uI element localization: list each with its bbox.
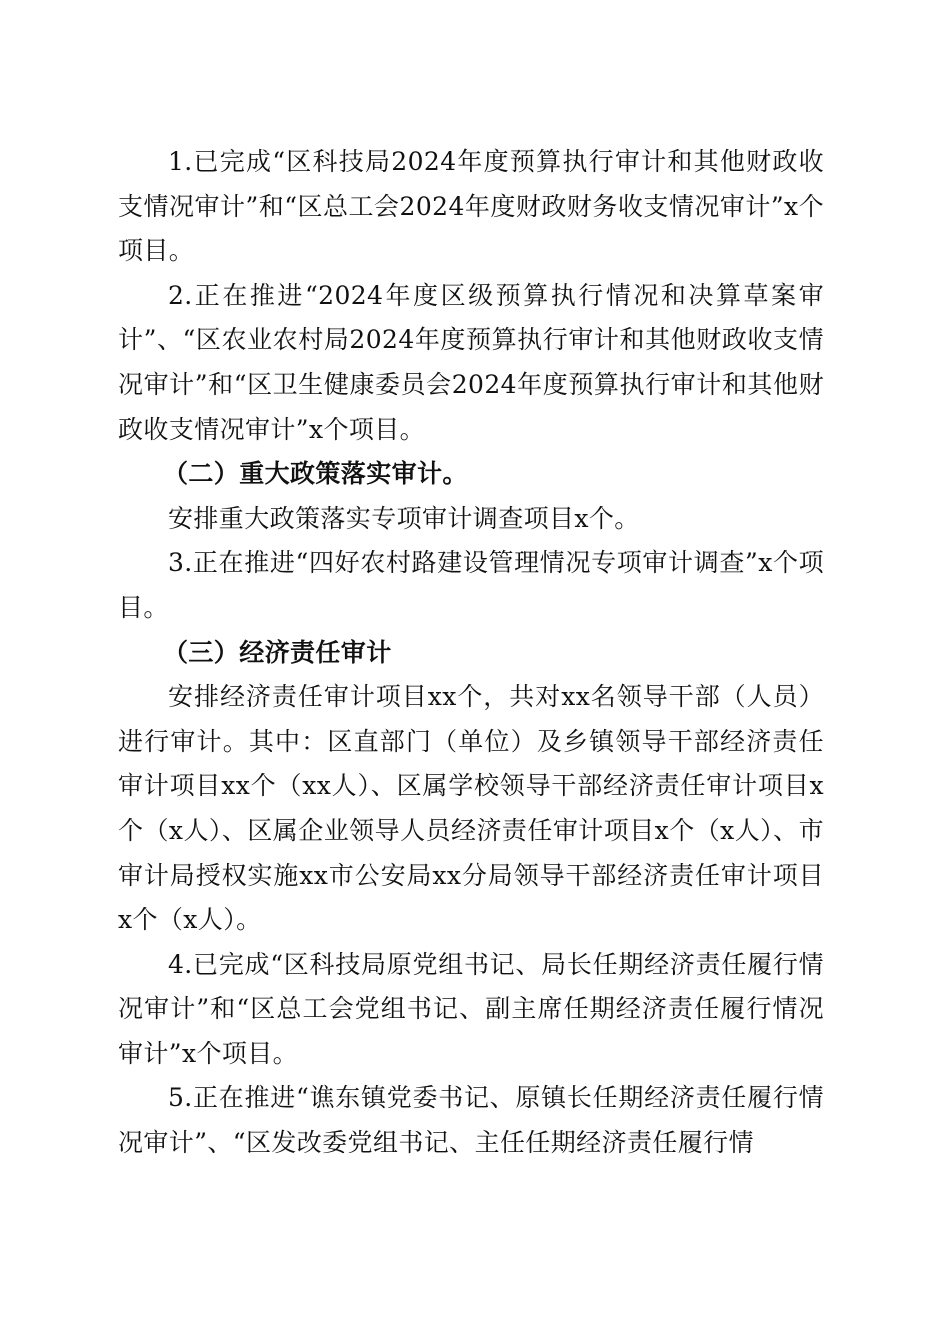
paragraph-item-3: 3.正在推进“四好农村路建设管理情况专项审计调查”x个项目。: [118, 548, 824, 622]
paragraph-item-5: 5.正在推进“谯东镇党委书记、原镇长任期经济责任履行情况审计”、“区发改委党组书记、主任任期经济责任履行情: [118, 1083, 824, 1158]
paragraph-policy-arrangement: 安排重大政策落实专项审计调查项目x个。: [168, 503, 640, 533]
document-body: [118, 140, 824, 1166]
paragraph-item-4: 4.已完成“区科技局原党组书记、局长任期经济责任履行情况审计”和“区总工会党组书记、副主席任期经济责任履行情况审计”x个项目。: [118, 949, 824, 1068]
paragraph-item-2: 2.正在推进“2024年度区级预算执行情况和决算草案审计”、“区农业农村局2024年度预算执行审计和其他财政收支情况审计”和“区卫生健康委员会2024年度预算执行审计和其他财政收支情况审计”x个项目。: [118, 280, 824, 444]
paragraph-economic-arrangement: 安排经济责任审计项目xx个，共对xx名领导干部（人员）进行审计。其中：区直部门（单位）及乡镇领导干部经济责任审计项目xx个（xx人）、区属学校领导干部经济责任审计项目x个（x人）、区属企业领导人员经济责任审计项目x个（x人）、市审计局授权实施xx市公安局xx分局领导干部经济责任审计项目x个（x人）。: [118, 682, 824, 935]
section-heading-major-policy: （二）重大政策落实审计。: [163, 459, 468, 489]
section-heading-economic-responsibility: （三）经济责任审计: [163, 637, 392, 667]
paragraph-item-1: 1.已完成“区科技局2024年度预算执行审计和其他财政收支情况审计”和“区总工会2024年度财政财务收支情况审计”x个项目。: [118, 147, 824, 266]
